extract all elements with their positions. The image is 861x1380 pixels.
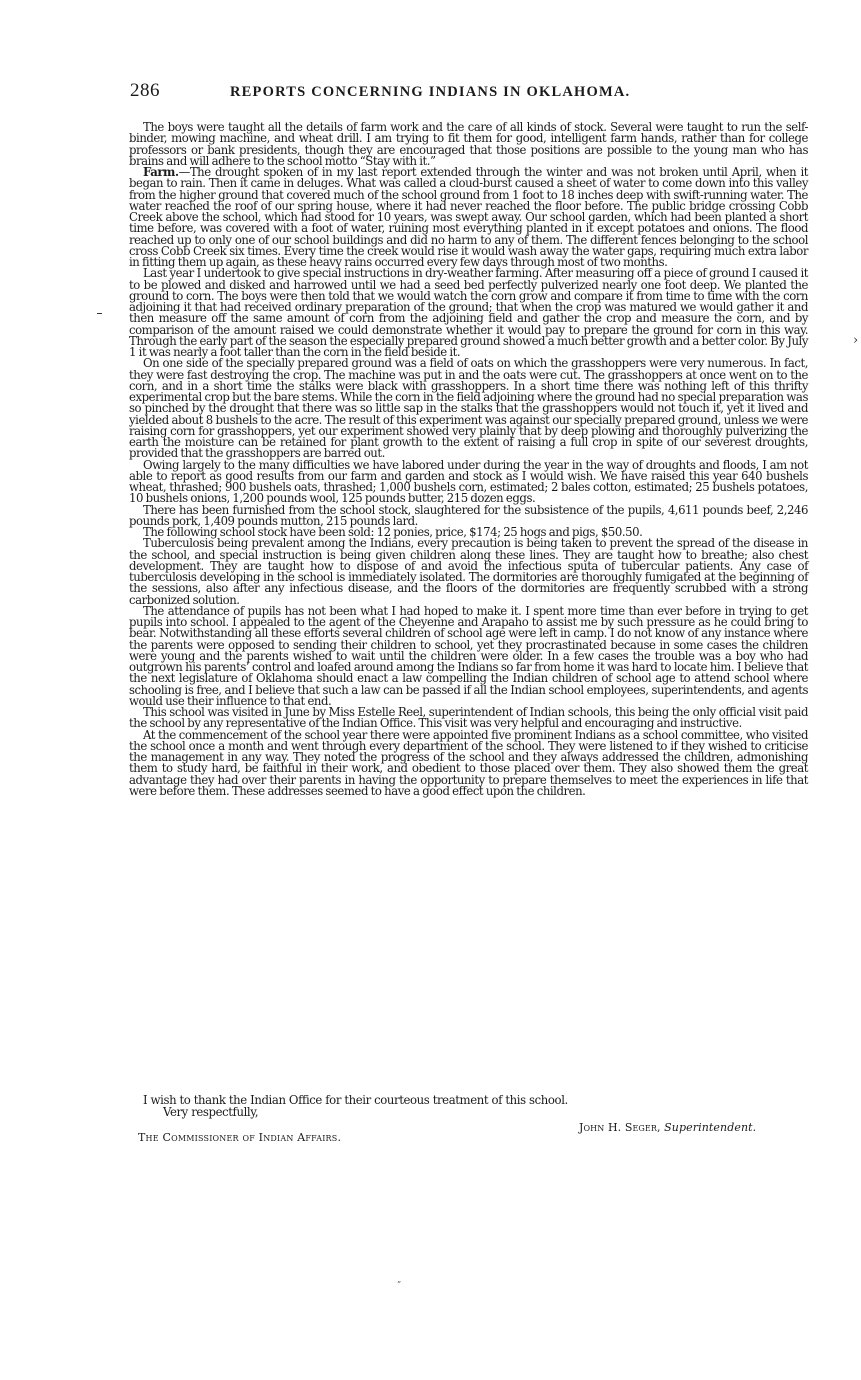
margin-edge-mark: › [853,333,859,348]
paragraph [129,727,808,798]
page-header [130,80,730,110]
running-head: REPORTS CONCERNING INDIANS IN OKLAHOMA. [230,84,631,100]
paragraph [129,358,808,459]
valediction: Very respectfully, [163,1105,259,1119]
paragraph [129,457,808,506]
paragraph-text: On one side of the specially prepared ground was a field of oats on which the grasshoppers were very numerous. In fact, they were fast destroying the crop. The machine was put in and the oats were cut. The grasshoppers at once went on to the corn, and in a short time the stalks were black with grasshoppers. In a short time there was nothing left of this thrifty experimental crop but the bare stems. While the corn in the field adjoining where the ground had no special preparation was so pinched by the drought that there was so little sap in the stalks that the grasshoppers would not touch it, yet it lived and yielded about 8 bushels to the acre. The result of this experiment was against our specially prepared ground, unless we were raising corn for grasshoppers, yet our experiment showed very plainly that by deep plowing and thoroughly pulverizing the earth the moisture can be retained for plant growth to the extent of raising a full crop in spite of our severest droughts, provided that the grasshoppers are barred out. [129,356,808,461]
paragraph-text: The attendance of pupils has not been what I had hoped to make it. I spent more time than ever before in trying to get pupils into school. I appealed to the agent of the Cheyenne and Arapaho to assist me by such pressure as he could bring to bear. Notwithstanding all these efforts several children of school age were left in camp. I do not know of any instance where the parents were opposed to sending their children to school, yet they procrastinated because in some cases the children were young and the parents wished to wait until the children were older. In a few cases the trouble was a boy who had outgrown his parents’ control and loafed around among the Indians so far from home it was hard to locate him. I believe that the next legislature of Oklahoma should enact a law compelling the Indian children of school age to attend school where schooling is free, and I believe that such a law can be passed if all the Indian school employees, superintendents, and agents would use their influence to that end. [129,603,808,708]
paragraph-text: At the commencement of the school year there were appointed five prominent Indians as a school committee, who visited the school once a month and went through every department of the school. They were listened to if they wished to criticise the management in any way. They noted the progress of the school and they always addressed the children, admonishing them to study hard, be faithful in their work, and obedient to those placed over them. They also showed them the great advantage they had over their parents in having the opportunity to prepare themselves to meet the experiences in life that were before them. These addresses seemed to have a good effect upon the children. [129,727,808,798]
closing-thanks: I wish to thank the Indian Office for their courteous treatment of this school. [143,1093,568,1107]
paragraph [129,538,808,606]
addressee: The Commissioner of Indian Affairs. [138,1131,342,1144]
paragraph-text: Tuberculosis being prevalent among the Indians, every precaution is being taken to prevent the spread of the disease in the school, and special instruction is being given children along these lines. They are taught how to breathe; also chest development. They are taught how to dispose of and avoid the infectious sputa of tubercular patients. Any case of tuberculosis developing in the school is immediately isolated. The dormitories are thoroughly fumigated at the beginning of the sessions, also after any infectious disease, and the floors of the dormitories are frequently scrubbed with a strong carbonized solution. [129,536,808,607]
margin-dash-mark [97,313,102,314]
paragraph-text: This school was visited in June by Miss Estelle Reel, superintendent of Indian schools, this being the only official visit paid the school by any representative of the Indian Office. This visit was very helpful and encouraging and instructive. [129,705,808,731]
paragraph [129,707,808,730]
paragraph-lead: Farm. [143,165,179,179]
signer-title: Superintendent. [664,1121,757,1134]
paragraph [129,603,808,708]
paragraph-text: Owing largely to the many difficulties we have labored under during the year in the way of droughts and floods, I am not able to report as good results from our farm and garden and stock as I would wish. We have raised this year 640 bushels wheat, thrashed; 900 bushels oats, thrashed; 1,000 bushels corn, estimated; 2 bales cotton, estimated; 25 bushels potatoes, 10 bushels onions, 1,200 pounds wool, 125 pounds butter, 215 dozen eggs. [129,457,808,506]
paragraph-text: The following school stock have been sold: 12 ponies, price, $174; 25 hogs and pigs, $50.50. [143,525,643,539]
paragraph [129,122,808,167]
page-number: 286 [130,80,160,101]
paragraph [129,268,808,358]
bottom-stray-mark: ” [397,1280,402,1289]
signature: John H. Seger, Superintendent. [579,1121,757,1134]
paragraph-text: Last year I undertook to give special instructions in dry-weather farming. After measuring off a piece of ground I caused it to be plowed and disked and harrowed until we had a seed bed perfectly pulverized nearly one foot deep. We planted the ground to corn. The boys were then told that we would watch the corn grow and compare it from time to time with the corn adjoining it that had received ordinary preparation of the ground; that when the crop was matured we would gather it and then measure off the same amount of corn from the adjoining field and gather the crop and measure the corn, and by comparison of the amount raised we could demonstrate whether it would pay to prepare the ground for corn in this way. Through the early part of the season the especially prepared ground showed a much better growth and a better color. By July 1 it was nearly a foot taller than the corn in the field beside it. [129,266,808,359]
paragraph [129,167,808,268]
signer-name: John H. Seger [579,1121,657,1134]
report-body [129,122,808,797]
paragraph-text: The boys were taught all the details of farm work and the care of all kinds of stock. Several were taught to run the self-binder, mowing machine, and wheat drill. I am trying to fit them for good, intelligent farm hands, rather than for college professors or bank presidents, though they are encouraged that those positions are possible to the young man who has brains and will adhere to the school motto “Stay with it.” [129,120,808,168]
paragraph-text: There has been furnished from the school stock, slaughtered for the subsistence of the pupils, 4,611 pounds beef, 2,246 pounds pork, 1,409 pounds mutton, 215 pounds lard. [129,502,808,528]
paragraph-text: —The drought spoken of in my last report extended through the winter and was not broken until April, when it began to rain. Then it came in deluges. What was called a cloud-burst caused a sheet of water to come down into this valley from the higher ground that covered much of the school ground from 1 foot to 18 inches deep with swift-running water. The water reached the roof of our spring house, where it had never reached the floor before. The public bridge crossing Cobb Creek above the school, which had stood for 10 years, was swept away. Our school garden, which had been planted a short time before, was covered with a foot of water, ruining most everything planted in it except potatoes and onions. The flood reached up to only one of our school buildings and did no harm to any of them. The different fences belonging to the school cross Cobb Creek six times. Every time the creek would rise it would wash away the water gaps, requiring much extra labor in fitting them up again, as these heavy rains occurred every few days through most of two months. [129,165,808,269]
paragraph [129,502,808,528]
